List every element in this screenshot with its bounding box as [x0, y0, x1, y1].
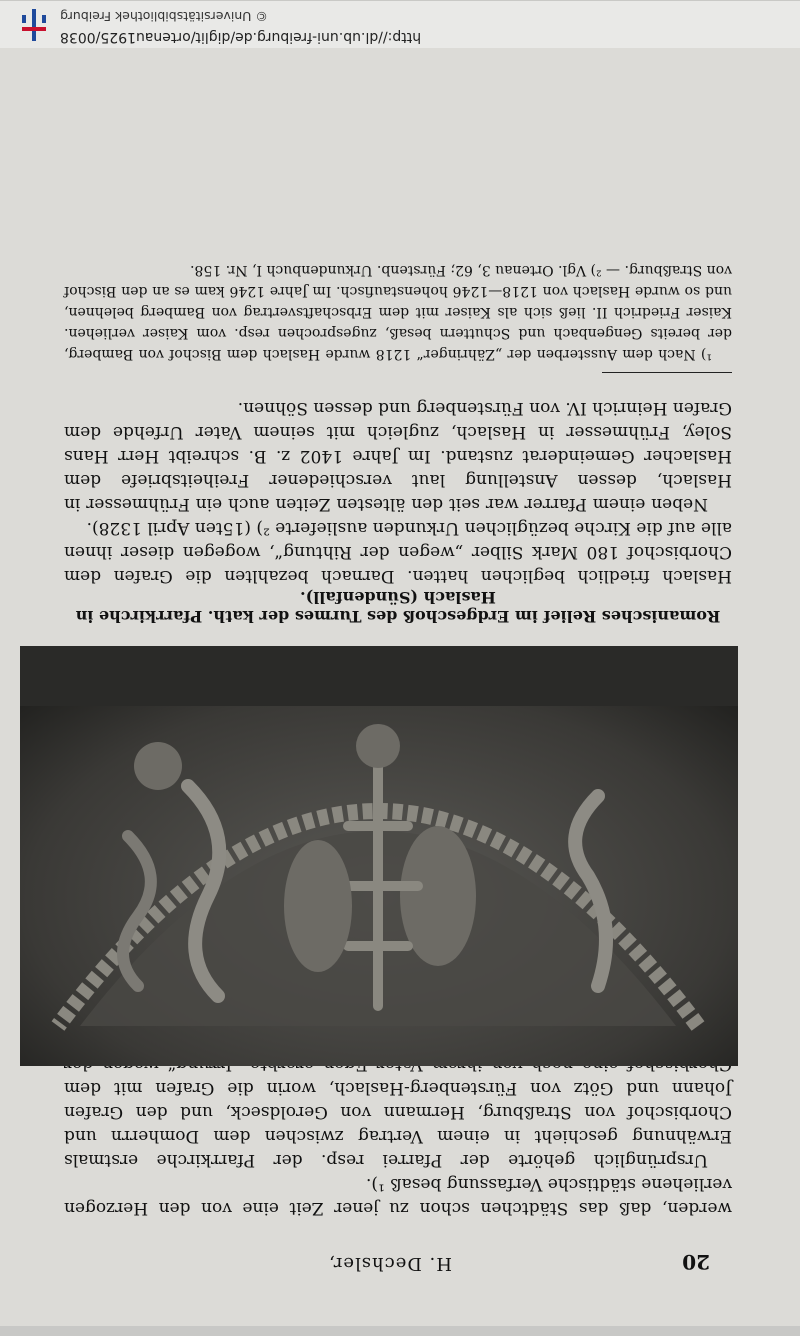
figure-caption: Romanisches Relief im Erdgeschoß des Turmes der kath. Pfarrkirche in Haslach (Sündenfall). — [75, 588, 721, 626]
page-number: 20 — [682, 1250, 710, 1274]
running-head: H. Dechsler, — [328, 1253, 452, 1274]
scanned-page — [0, 48, 800, 1326]
page-url-link[interactable]: http://dl.ub.uni-freiburg.de/diglit/ortenau1925/0038 — [60, 29, 422, 45]
footnote-divider — [602, 372, 732, 373]
footnote: ¹) Nach dem Aussterben der „Zähringer“ 1218 wurde Haslach dem Bischof von Bamberg, der bereits Gengenbach und Schuttern besaß, zugesprochen resp. vom Kaiser verliehen. Kaiser Friedrich II. ließ sich als Kaiser mit dem Erbschaftsvertrag von Bamberg belehnen, und so wurde Haslach von 1218—1246 hohenstaufisch. Im Jahre 1246 kam es an den Bischof von Straßburg. — ²) Vgl. Ortenau 3, 62; Fürstenb. Urkundenbuch I, Nr. 158. — [64, 262, 732, 362]
bottom-scrollbar[interactable] — [0, 1326, 800, 1336]
relief-image — [20, 646, 738, 1066]
viewer-toolbar — [0, 0, 800, 49]
page-header — [70, 1234, 710, 1274]
footnotes — [64, 259, 732, 364]
paragraph: Neben einem Pfarrer war seit den ältesten Zeiten auch ein Frühmesser in Haslach, dessen Anstellung laut verschiedener Freiheitsbriefe dem Haslacher Gemeinderat zustand. Im Jahre 1402 z. B. schreibt Herr Hans Soley, Frühmesser in Haslach, zugleich mit seinem Vater Urfehde dem Grafen Heinrich IV. von Fürstenberg und dessen Söhnen. — [64, 398, 732, 514]
copyright-notice: © Universitätsbibliothek Freiburg — [60, 9, 268, 24]
paragraph: werden, daß das Städtchen schon zu jener Zeit eine von den Herzogen verliehene städtische Verfassung besaß ¹). — [64, 1174, 732, 1218]
paragraph: Haslach friedlich beglichen hatten. Darnach bezahlten die Grafen dem Chorbischof 180 Mark Silber „wegen der Rihtung“, wogegen dieser ihnen alle auf die Kirche bezüglichen Urkunden auslieferte ²) (15ten April 1328). — [64, 518, 732, 586]
page-content — [0, 48, 800, 1326]
relief-photograph — [20, 646, 738, 1066]
paragraph: Ursprünglich gehörte der Pfarrei resp. der Pfarrkirche erstmals Erwähnung geschieht in einem Vertrag zwischen dem Domherrn und Chorbischof von Straßburg, Hermann von Geroldseck, und den Grafen Johann und Götz von Fürstenberg-Haslach, worin die Grafen mit dem — [64, 1078, 732, 1170]
body-text-bottom — [64, 396, 732, 588]
